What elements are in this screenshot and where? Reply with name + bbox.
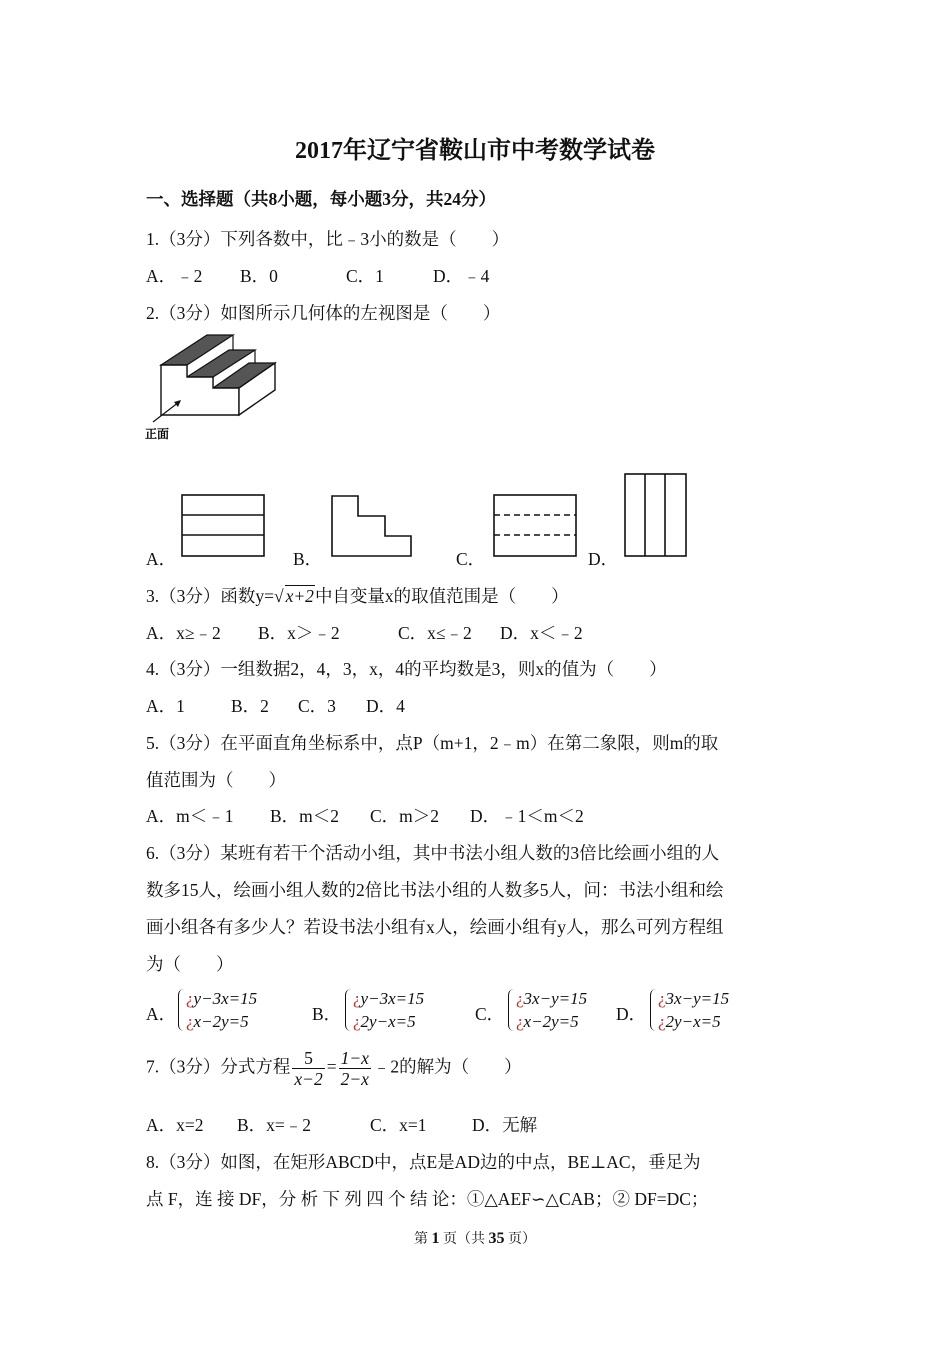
footer-prefix: 第 [414,1232,432,1247]
current-page-number: 1 [431,1230,440,1247]
question-7-stem-prefix: 7.（3分）分式方程 [146,1056,291,1077]
question-1-option-b: B．0 [240,266,278,286]
section-heading: 一、选择题（共8小题，每小题3分，共24分） [146,189,496,209]
option-b-stepped-figure [330,494,414,558]
fraction-left: $\frac{5}{x-2}$ [294,1048,323,1089]
equation-row: ¿y−3x=15 [353,989,425,1008]
equation-row: ¿3x−y=15 [516,989,588,1008]
footer-middle: 页（共 [439,1232,489,1247]
equals-sign: = [326,1056,337,1077]
question-7-stem-suffix: ﹣2的解为（ ） [372,1056,522,1077]
question-2-option-c: C． [456,549,486,569]
question-1-option-d: D．﹣4 [433,266,490,286]
equation-row: ¿2y−x=5 [658,1012,721,1031]
question-5-option-b: B．m＜2 [270,806,340,826]
question-6-stem-line-1: 6.（3分）某班有若干个活动小组，其中书法小组人数的3倍比绘画小组的人 [146,843,720,863]
question-6-stem-line-3: 画小组各有多少人？若设书法小组有x人，绘画小组有y人，那么可列方程组 [146,917,724,937]
question-1-option-a: A．﹣2 [146,266,203,286]
question-1-option-c: C．1 [346,266,384,286]
sqrt-sign: √ [274,586,284,606]
question-4-option-b: B．2 [231,696,269,716]
question-8-stem-line-1: 8.（3分）如图，在矩形ABCD中，点E是AD边的中点，BE⊥AC，垂足为 [146,1152,701,1172]
sqrt-radicand: x+2 [285,586,314,606]
equation-row: ¿x−2y=5 [516,1012,579,1031]
question-5-option-c: C．m＞2 [370,806,440,826]
question-4-option-a: A．1 [146,696,185,716]
question-3-option-a: A．x≥﹣2 [146,623,221,643]
question-1-stem: 1.（3分）下列各数中，比﹣3小的数是（ ） [146,229,510,249]
question-2-option-a: A． [146,549,177,569]
equation-row: ¿y−3x=15 [186,989,258,1008]
question-3-stem-suffix: 中自变量x的取值范围是（ ） [314,586,569,606]
question-6-option-a: A． [146,1004,177,1024]
equation-row: ¿x−2y=5 [186,1012,249,1031]
equation-system-d [650,987,730,1033]
page-title: 2017年辽宁省鞍山市中考数学试卷 [295,138,655,164]
fraction-right: $\frac{1-x}{2-x}$ [340,1048,369,1089]
question-3-stem-prefix: 3.（3分）函数y= [146,586,274,606]
equation-system-b [345,987,425,1033]
page-footer [0,1228,950,1248]
question-7-option-b: B．x=﹣2 [237,1115,312,1135]
question-5-option-d: D．﹣1＜m＜2 [470,806,584,826]
question-5-option-a: A．m＜﹣1 [146,806,234,826]
equation-system-a [178,987,258,1033]
option-d-vertical-stripes-figure [624,473,688,558]
question-3-stem [146,583,569,608]
equation-row: ¿3x−y=15 [658,989,730,1008]
question-4-option-d: D．4 [366,696,405,716]
question-7-option-d: D．无解 [472,1115,538,1135]
question-5-stem-line-2: 值范围为（ ） [146,770,286,790]
staircase-solid-figure [145,330,280,442]
question-6-option-c: C． [475,1004,505,1024]
equation-row: ¿2y−x=5 [353,1012,416,1031]
question-5-stem-line-1: 5.（3分）在平面直角坐标系中，点P（m+1，2﹣m）在第二象限，则m的取 [146,733,719,753]
question-7-option-a: A．x=2 [146,1115,204,1135]
question-2-option-d: D． [588,549,619,569]
equation-system-c [508,987,588,1033]
question-2-stem: 2.（3分）如图所示几何体的左视图是（ ） [146,303,501,323]
footer-suffix: 页） [504,1232,536,1247]
question-8-stem-line-2: 点 F，连 接 DF，分 析 下 列 四 个 结 论：①△AEF∽△CAB；② DF=DC； [146,1189,709,1209]
question-7-option-c: C．x=1 [370,1115,427,1135]
total-page-count: 35 [488,1230,505,1247]
question-7-stem [146,1048,522,1089]
question-4-option-c: C．3 [298,696,336,716]
front-view-label: 正面 [145,427,170,441]
question-6-option-d: D． [616,1004,647,1024]
option-c-dashed-stripes-figure [493,494,579,558]
question-2-option-b: B． [293,549,323,569]
question-4-stem: 4.（3分）一组数据2，4，3，x，4的平均数是3，则x的值为（ ） [146,659,667,679]
question-6-option-b: B． [312,1004,342,1024]
question-3-option-d: D．x＜﹣2 [500,623,583,643]
question-3-option-c: C．x≤﹣2 [398,623,472,643]
question-6-stem-line-2: 数多15人，绘画小组人数的2倍比书法小组的人数多5人，问：书法小组和绘 [146,880,724,900]
question-3-option-b: B．x＞﹣2 [258,623,340,643]
question-6-stem-line-4: 为（ ） [146,954,234,974]
option-a-three-stripes-figure [181,494,267,558]
